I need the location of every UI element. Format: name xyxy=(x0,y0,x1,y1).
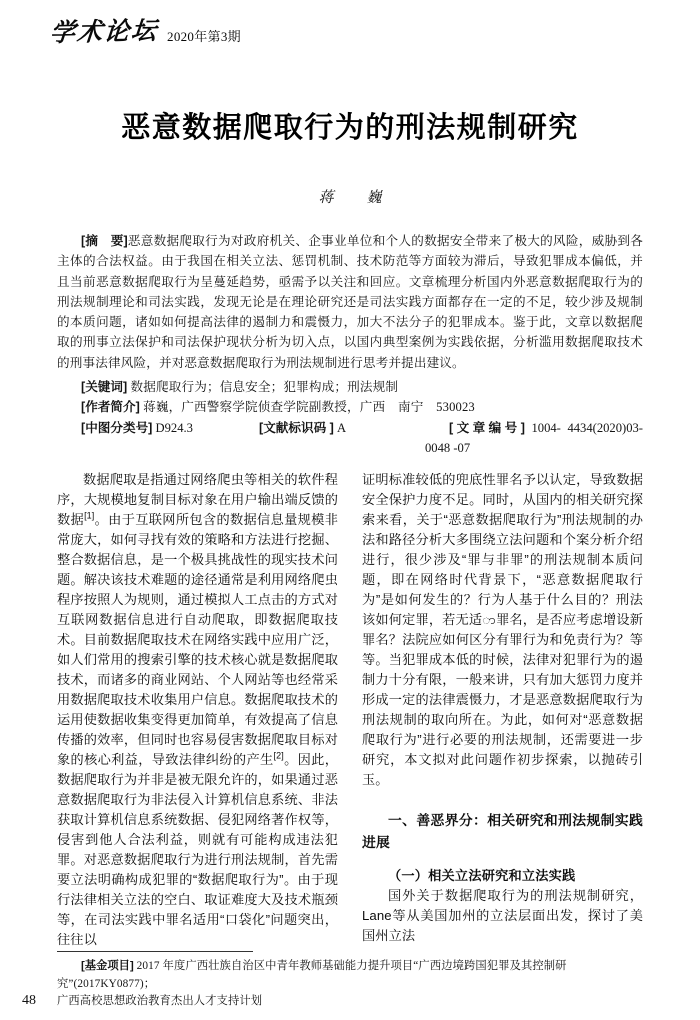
article-no-label: [文章编号] xyxy=(449,420,525,435)
author-bio-text: 蒋巍，广西警察学院侦查学院副教授，广西 南宁 530023 xyxy=(143,400,475,415)
journal-logo: 学术论坛 xyxy=(48,17,160,48)
clc-label: [中图分类号] xyxy=(81,420,153,435)
footnote-divider xyxy=(57,951,253,952)
paragraph-text-continued: 。由于互联网所包含的数据信息量规模非常庞大，如何寻找有效的策略和方法进行挖掘、整合数据信息，是一个极具挑战性的现实技术问题。解决该技术难题的途径通常是利用网络爬虫程序按照人为规则，通过模拟人工点击的方式对互联网数据信息进行自动爬取，即数据爬取技术。目前数据爬取技术在网络实践中应用广泛，如人们常用的搜索引擎的技术核心就是数据爬取技术，而诸多的商业网站、个人网站等也经常采用数据爬取技术收集用户信息。数据爬取技术的运用使数据收集变得更加简单，有效提高了信息传播的效率，但同时也容易侵害数据爬取目标对象的核心利益，导致法律纠纷的产生 xyxy=(57,512,338,767)
author-name: 蒋 巍 xyxy=(318,190,391,206)
subsection-paragraph: 国外关于数据爬取行为的刑法规制研究，Lane等从美国加州的立法层面出发，探讨了美国州立法 xyxy=(362,888,643,943)
footnote-block xyxy=(57,958,657,1011)
masthead xyxy=(48,17,241,48)
paragraph-text: 证明标准较低的兜底性罪名予以认定，导致数据安全保护力度不足。同时，从国内的相关研究探索来看，关于“恶意数据爬取行为”刑法规制的办法和路径分析大多围绕立法问题和个案分析介绍进行，很少涉及“罪与非罪”的刑法规制本质问题，即在网络时代背景下，“恶意数据爬取行为”是如何发生的？行为人基于什么目的？刑法该如何定罪，若无适ာ罪名，是否应考虑增设新罪名？法院应如何区分有罪行为和免责行为？等等。当犯罪成本低的时候，法律对犯罪行为的遏制力十分有限，一般来讲，只有加大惩罚力度并形成一定的法律震慑力，才是恶意数据爬取行为刑法规制的取向所在。为此，如何对“恶意数据爬取行为”进行必要的刑法规制，还需要进一步研究，本文拟对此问题作初步探索，以抛砖引玉。 xyxy=(362,472,643,787)
citation-marker: [1] xyxy=(84,510,95,521)
keywords-line xyxy=(57,377,643,397)
funding-line-2: 广西高校思想政治教育杰出人才支持计划 xyxy=(57,995,263,1007)
paragraph-text-continued-2: 。因此，数据爬取行为并非是被无限允许的，如果通过恶意数据爬取行为非法侵入计算机信息系统、非法获取计算机信息系统数据、侵犯网络著作权等，侵害到他人合法利益，则就有可能构成违法犯罪。对恶意数据爬取行为进行刑法规制，首先需要立法明确构成犯罪的“数据爬取行为”。由于现行法律相关立法的空白、取证难度大及技术瓶颈等，在司法实践中罪名适用“口袋化”问题突出，往往以 xyxy=(57,752,338,947)
body-paragraph xyxy=(57,470,338,950)
page-number: 48 xyxy=(22,993,36,1008)
citation-marker: [2] xyxy=(273,750,284,761)
abstract-text: 恶意数据爬取行为对政府机关、企事业单位和个人的数据安全带来了极大的风险，威胁到各主体的合法权益。由于我国在相关立法、惩罚机制、技术防范等方面较为滞后，导致犯罪成本偏低，并且当前恶意数据爬取行为呈蔓延趋势，亟需予以关注和回应。文章梳理分析国内外恶意数据爬取行为的刑法规制理论和司法实践，发现无论是在理论研究还是司法实践方面都存在一定的不足，较少涉及规制的本质问题，诸如如何提高法律的遏制力和震慑力，加大不法分子的犯罪成本。鉴于此，文章以数据爬取的刑事立法保护和司法保护现状分析为切入点，以国内典型案例为实践依据，分析滥用数据爬取技术的刑事法律风险，并对恶意数据爬取行为刑法规制进行思考并提出建议。 xyxy=(57,234,644,370)
subsection-heading: （一）相关立法研究和立法实践 xyxy=(388,868,576,883)
body-columns xyxy=(57,470,643,952)
abstract-label: [摘 要] xyxy=(81,234,128,248)
body-paragraph xyxy=(362,470,643,790)
right-column xyxy=(362,470,643,952)
author-bio-label: [作者简介] xyxy=(81,400,140,415)
paragraph-text: 数据爬取是指通过网络爬虫等相关的软件程序，大规模地复制目标对象在用户输出端反馈的数据 xyxy=(57,472,338,527)
keywords-text: 数据爬取行为；信息安全；犯罪构成；刑法规制 xyxy=(130,380,399,395)
clc-group xyxy=(57,418,235,459)
left-column xyxy=(57,470,338,952)
funding-line-1 xyxy=(57,958,657,993)
abstract-paragraph xyxy=(57,231,643,373)
clc-value: D924.3 xyxy=(155,420,193,435)
frontmatter xyxy=(57,231,643,458)
funding-label: [基金项目] xyxy=(81,960,134,972)
page-title: 恶意数据爬取行为的刑法规制研究 xyxy=(121,112,579,144)
doc-code-group xyxy=(235,418,425,459)
article-no-group xyxy=(425,418,643,459)
article-no-value: 1004- 4434(2020)03- 0048 -07 xyxy=(425,420,643,455)
doc-code-label: [文献标识码 ] xyxy=(259,420,334,435)
section-heading: 一、善恶界分：相关研究和刑法规制实践进展 xyxy=(362,813,643,850)
doc-code-value: A xyxy=(337,420,347,435)
funding-text-1: 2017 年度广西壮族自治区中青年教师基础能力提升项目“广西边境跨国犯罪及其控制研究”(2017KY0877)； xyxy=(57,960,567,990)
classification-row xyxy=(57,418,643,459)
issue-label: 2020年第3期 xyxy=(167,29,241,44)
author-bio-line xyxy=(57,397,643,417)
keywords-label: [关键词] xyxy=(81,380,128,395)
